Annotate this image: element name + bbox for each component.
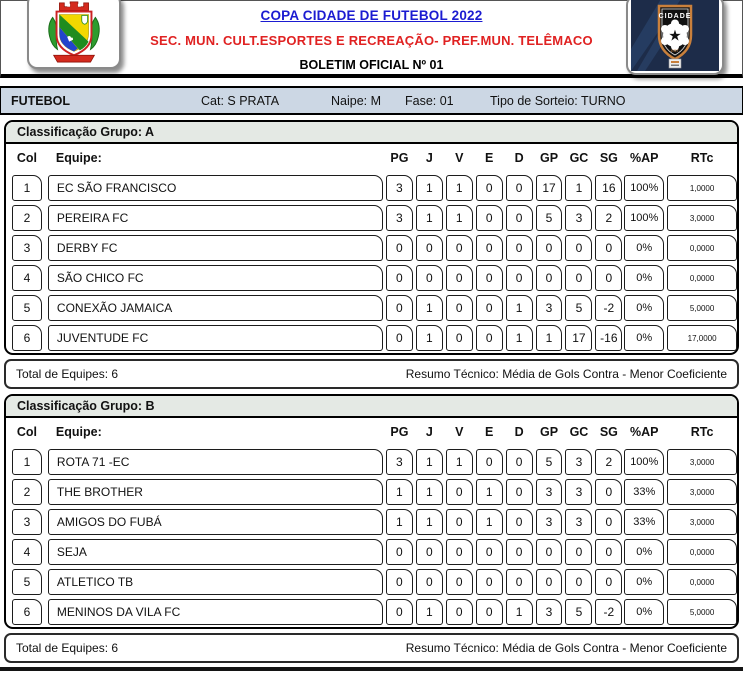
rtc-cell: 3,0000 <box>667 479 737 505</box>
e-cell: 0 <box>476 449 503 475</box>
j-cell: 1 <box>416 479 443 505</box>
position-cell: 5 <box>12 295 42 321</box>
pg-cell: 0 <box>386 295 413 321</box>
gp-cell: 5 <box>536 449 563 475</box>
col-header: Col <box>16 425 38 439</box>
total-teams-label: Total de Equipes: 6 <box>16 367 119 381</box>
j-cell: 0 <box>416 265 443 291</box>
gp-cell: 17 <box>536 175 563 201</box>
pg-cell: 1 <box>386 509 413 535</box>
rtc-cell: 5,0000 <box>667 599 737 625</box>
sg-cell: 2 <box>595 205 622 231</box>
gp-cell: 1 <box>536 325 563 351</box>
group-a-table <box>4 120 739 355</box>
gc-header: GC <box>569 425 589 439</box>
gc-cell: 5 <box>565 599 592 625</box>
position-cell: 4 <box>12 539 42 565</box>
pg-cell: 0 <box>386 235 413 261</box>
e-cell: 1 <box>476 479 503 505</box>
gc-cell: 3 <box>565 205 592 231</box>
rtc-cell: 0,0000 <box>667 539 737 565</box>
gp-cell: 5 <box>536 205 563 231</box>
ap-cell: 0% <box>624 539 664 565</box>
svg-text:★: ★ <box>668 27 682 45</box>
sg-cell: 2 <box>595 449 622 475</box>
sg-cell: -2 <box>595 599 622 625</box>
gp-header: GP <box>539 425 559 439</box>
d-cell: 0 <box>506 205 533 231</box>
pg-cell: 1 <box>386 479 413 505</box>
gc-cell: 17 <box>565 325 592 351</box>
j-cell: 0 <box>416 539 443 565</box>
team-name-cell: EC SÃO FRANCISCO <box>48 175 383 201</box>
table-row <box>10 537 737 567</box>
sorteio-label: Tipo de Sorteio: TURNO <box>490 93 626 108</box>
position-cell: 6 <box>12 599 42 625</box>
sg-cell: 0 <box>595 235 622 261</box>
gp-cell: 3 <box>536 295 563 321</box>
group-b-table <box>4 394 739 629</box>
ap-cell: 0% <box>624 235 664 261</box>
gc-cell: 0 <box>565 235 592 261</box>
team-name-cell: PEREIRA FC <box>48 205 383 231</box>
e-cell: 0 <box>476 205 503 231</box>
position-cell: 5 <box>12 569 42 595</box>
table-row <box>10 293 737 323</box>
pg-cell: 0 <box>386 599 413 625</box>
resumo-tecnico-label: Resumo Técnico: Média de Gols Contra - Menor Coeficiente <box>405 367 727 381</box>
sg-cell: 0 <box>595 509 622 535</box>
v-cell: 0 <box>446 479 473 505</box>
rtc-header: RTc <box>690 425 714 439</box>
header-titles <box>133 8 610 72</box>
sg-cell: -16 <box>595 325 622 351</box>
gp-cell: 0 <box>536 235 563 261</box>
pg-header: PG <box>390 151 409 165</box>
d-cell: 1 <box>506 325 533 351</box>
sport-label: FUTEBOL <box>11 93 71 108</box>
rtc-cell: 0,0000 <box>667 235 737 261</box>
ap-cell: 0% <box>624 599 664 625</box>
e-cell: 0 <box>476 295 503 321</box>
position-cell: 2 <box>12 205 42 231</box>
table-row <box>10 233 737 263</box>
rtc-cell: 17,0000 <box>667 325 737 351</box>
svg-text:CIDADE: CIDADE <box>658 13 692 20</box>
v-cell: 0 <box>446 509 473 535</box>
e-cell: 0 <box>476 599 503 625</box>
v-header: V <box>455 425 464 439</box>
d-cell: 1 <box>506 295 533 321</box>
team-name-cell: SÃO CHICO FC <box>48 265 383 291</box>
sg-header: SG <box>599 425 618 439</box>
ap-cell: 33% <box>624 479 664 505</box>
ap-header: %AP <box>630 151 659 165</box>
group-a-title: Classificação Grupo: A <box>6 122 737 144</box>
team-header: Equipe: <box>55 151 102 165</box>
table-row <box>10 477 737 507</box>
sg-cell: 16 <box>595 175 622 201</box>
j-header: J <box>425 425 433 439</box>
sg-header: SG <box>599 151 618 165</box>
sg-cell: 0 <box>595 569 622 595</box>
team-name-cell: MENINOS DA VILA FC <box>48 599 383 625</box>
j-cell: 1 <box>416 599 443 625</box>
bulletin-number: BOLETIM OFICIAL Nº 01 <box>299 58 444 72</box>
e-cell: 0 <box>476 175 503 201</box>
resumo-tecnico-label: Resumo Técnico: Média de Gols Contra - Menor Coeficiente <box>405 641 727 655</box>
e-cell: 0 <box>476 325 503 351</box>
d-cell: 0 <box>506 449 533 475</box>
naipe-label: Naipe: M <box>331 93 382 108</box>
pg-cell: 0 <box>386 325 413 351</box>
pg-header: PG <box>390 425 409 439</box>
v-cell: 1 <box>446 449 473 475</box>
rtc-cell: 5,0000 <box>667 295 737 321</box>
table-row <box>10 203 737 233</box>
ap-cell: 0% <box>624 265 664 291</box>
e-header: E <box>485 425 494 439</box>
total-teams-label: Total de Equipes: 6 <box>16 641 119 655</box>
v-cell: 0 <box>446 265 473 291</box>
group-a-footer <box>4 359 739 389</box>
j-cell: 1 <box>416 205 443 231</box>
table-row <box>10 323 737 353</box>
pg-cell: 0 <box>386 569 413 595</box>
gp-header: GP <box>539 151 559 165</box>
table-row <box>10 567 737 597</box>
j-cell: 1 <box>416 449 443 475</box>
d-cell: 0 <box>506 479 533 505</box>
pg-cell: 3 <box>386 205 413 231</box>
team-name-cell: ATLETICO TB <box>48 569 383 595</box>
gp-cell: 3 <box>536 479 563 505</box>
d-cell: 0 <box>506 539 533 565</box>
sg-cell: 0 <box>595 479 622 505</box>
team-name-cell: AMIGOS DO FUBÁ <box>48 509 383 535</box>
pg-cell: 0 <box>386 265 413 291</box>
sg-cell: 0 <box>595 539 622 565</box>
col-header: Col <box>16 151 38 165</box>
table-row <box>10 597 737 627</box>
position-cell: 2 <box>12 479 42 505</box>
e-cell: 0 <box>476 539 503 565</box>
v-cell: 0 <box>446 235 473 261</box>
pg-cell: 0 <box>386 539 413 565</box>
table-row <box>10 263 737 293</box>
gc-cell: 3 <box>565 449 592 475</box>
j-cell: 1 <box>416 325 443 351</box>
j-cell: 1 <box>416 295 443 321</box>
e-cell: 0 <box>476 569 503 595</box>
page-bottom-rule <box>0 667 743 671</box>
bulletin-header <box>0 0 743 78</box>
ap-header: %AP <box>630 425 659 439</box>
d-cell: 0 <box>506 569 533 595</box>
city-crest-logo <box>27 0 121 69</box>
tournament-badge-logo <box>626 0 724 75</box>
d-cell: 1 <box>506 599 533 625</box>
group-b-rows <box>6 446 737 627</box>
ap-cell: 100% <box>624 449 664 475</box>
ap-cell: 33% <box>624 509 664 535</box>
ap-cell: 0% <box>624 295 664 321</box>
ap-cell: 100% <box>624 175 664 201</box>
table-row <box>10 173 737 203</box>
bulletin-title[interactable]: COPA CIDADE DE FUTEBOL 2022 <box>260 8 483 23</box>
team-name-cell: JUVENTUDE FC <box>48 325 383 351</box>
gc-header: GC <box>569 151 589 165</box>
v-cell: 0 <box>446 569 473 595</box>
gp-cell: 0 <box>536 539 563 565</box>
gc-cell: 1 <box>565 175 592 201</box>
org-line: SEC. MUN. CULT.ESPORTES E RECREAÇÃO- PREF.MUN. TELÊMACO <box>150 33 593 48</box>
j-cell: 0 <box>416 569 443 595</box>
v-cell: 1 <box>446 175 473 201</box>
gp-cell: 3 <box>536 509 563 535</box>
e-cell: 0 <box>476 265 503 291</box>
team-header: Equipe: <box>55 425 102 439</box>
v-cell: 0 <box>446 539 473 565</box>
v-header: V <box>455 151 464 165</box>
j-header: J <box>425 151 433 165</box>
team-name-cell: DERBY FC <box>48 235 383 261</box>
v-cell: 0 <box>446 599 473 625</box>
table-row <box>10 447 737 477</box>
v-cell: 0 <box>446 295 473 321</box>
j-cell: 0 <box>416 235 443 261</box>
d-cell: 0 <box>506 265 533 291</box>
gc-cell: 3 <box>565 479 592 505</box>
pg-cell: 3 <box>386 449 413 475</box>
gp-cell: 0 <box>536 265 563 291</box>
position-cell: 1 <box>12 449 42 475</box>
d-header: D <box>514 425 524 439</box>
svg-text:EST: EST <box>671 48 679 53</box>
group-a-rows <box>6 172 737 353</box>
rtc-cell: 3,0000 <box>667 449 737 475</box>
j-cell: 1 <box>416 175 443 201</box>
sg-cell: 0 <box>595 265 622 291</box>
e-cell: 0 <box>476 235 503 261</box>
group-b-footer <box>4 633 739 663</box>
position-cell: 6 <box>12 325 42 351</box>
gc-cell: 0 <box>565 265 592 291</box>
d-header: D <box>514 151 524 165</box>
e-header: E <box>485 151 494 165</box>
ap-cell: 100% <box>624 205 664 231</box>
team-name-cell: CONEXÃO JAMAICA <box>48 295 383 321</box>
gc-cell: 5 <box>565 295 592 321</box>
coat-of-arms-icon <box>42 0 106 64</box>
table-row <box>10 507 737 537</box>
position-cell: 3 <box>12 509 42 535</box>
gc-cell: 0 <box>565 539 592 565</box>
rtc-cell: 3,0000 <box>667 205 737 231</box>
group-b-column-headers <box>10 418 737 446</box>
rtc-cell: 1,0000 <box>667 175 737 201</box>
club-badge-icon <box>631 0 719 71</box>
position-cell: 3 <box>12 235 42 261</box>
category-label: Cat: S PRATA <box>201 93 280 108</box>
gp-cell: 3 <box>536 599 563 625</box>
ap-cell: 0% <box>624 325 664 351</box>
position-cell: 1 <box>12 175 42 201</box>
rtc-cell: 0,0000 <box>667 265 737 291</box>
v-cell: 1 <box>446 205 473 231</box>
position-cell: 4 <box>12 265 42 291</box>
rtc-cell: 3,0000 <box>667 509 737 535</box>
sg-cell: -2 <box>595 295 622 321</box>
rtc-cell: 0,0000 <box>667 569 737 595</box>
d-cell: 0 <box>506 509 533 535</box>
team-name-cell: SEJA <box>48 539 383 565</box>
v-cell: 0 <box>446 325 473 351</box>
j-cell: 1 <box>416 509 443 535</box>
fase-label: Fase: 01 <box>405 93 454 108</box>
rtc-header: RTc <box>690 151 714 165</box>
pg-cell: 3 <box>386 175 413 201</box>
e-cell: 1 <box>476 509 503 535</box>
team-name-cell: ROTA 71 -EC <box>48 449 383 475</box>
team-name-cell: THE BROTHER <box>48 479 383 505</box>
gp-cell: 0 <box>536 569 563 595</box>
group-a-column-headers <box>10 144 737 172</box>
ap-cell: 0% <box>624 569 664 595</box>
gc-cell: 3 <box>565 509 592 535</box>
d-cell: 0 <box>506 175 533 201</box>
d-cell: 0 <box>506 235 533 261</box>
group-b-title: Classificação Grupo: B <box>6 396 737 418</box>
info-bar <box>0 86 743 115</box>
gc-cell: 0 <box>565 569 592 595</box>
